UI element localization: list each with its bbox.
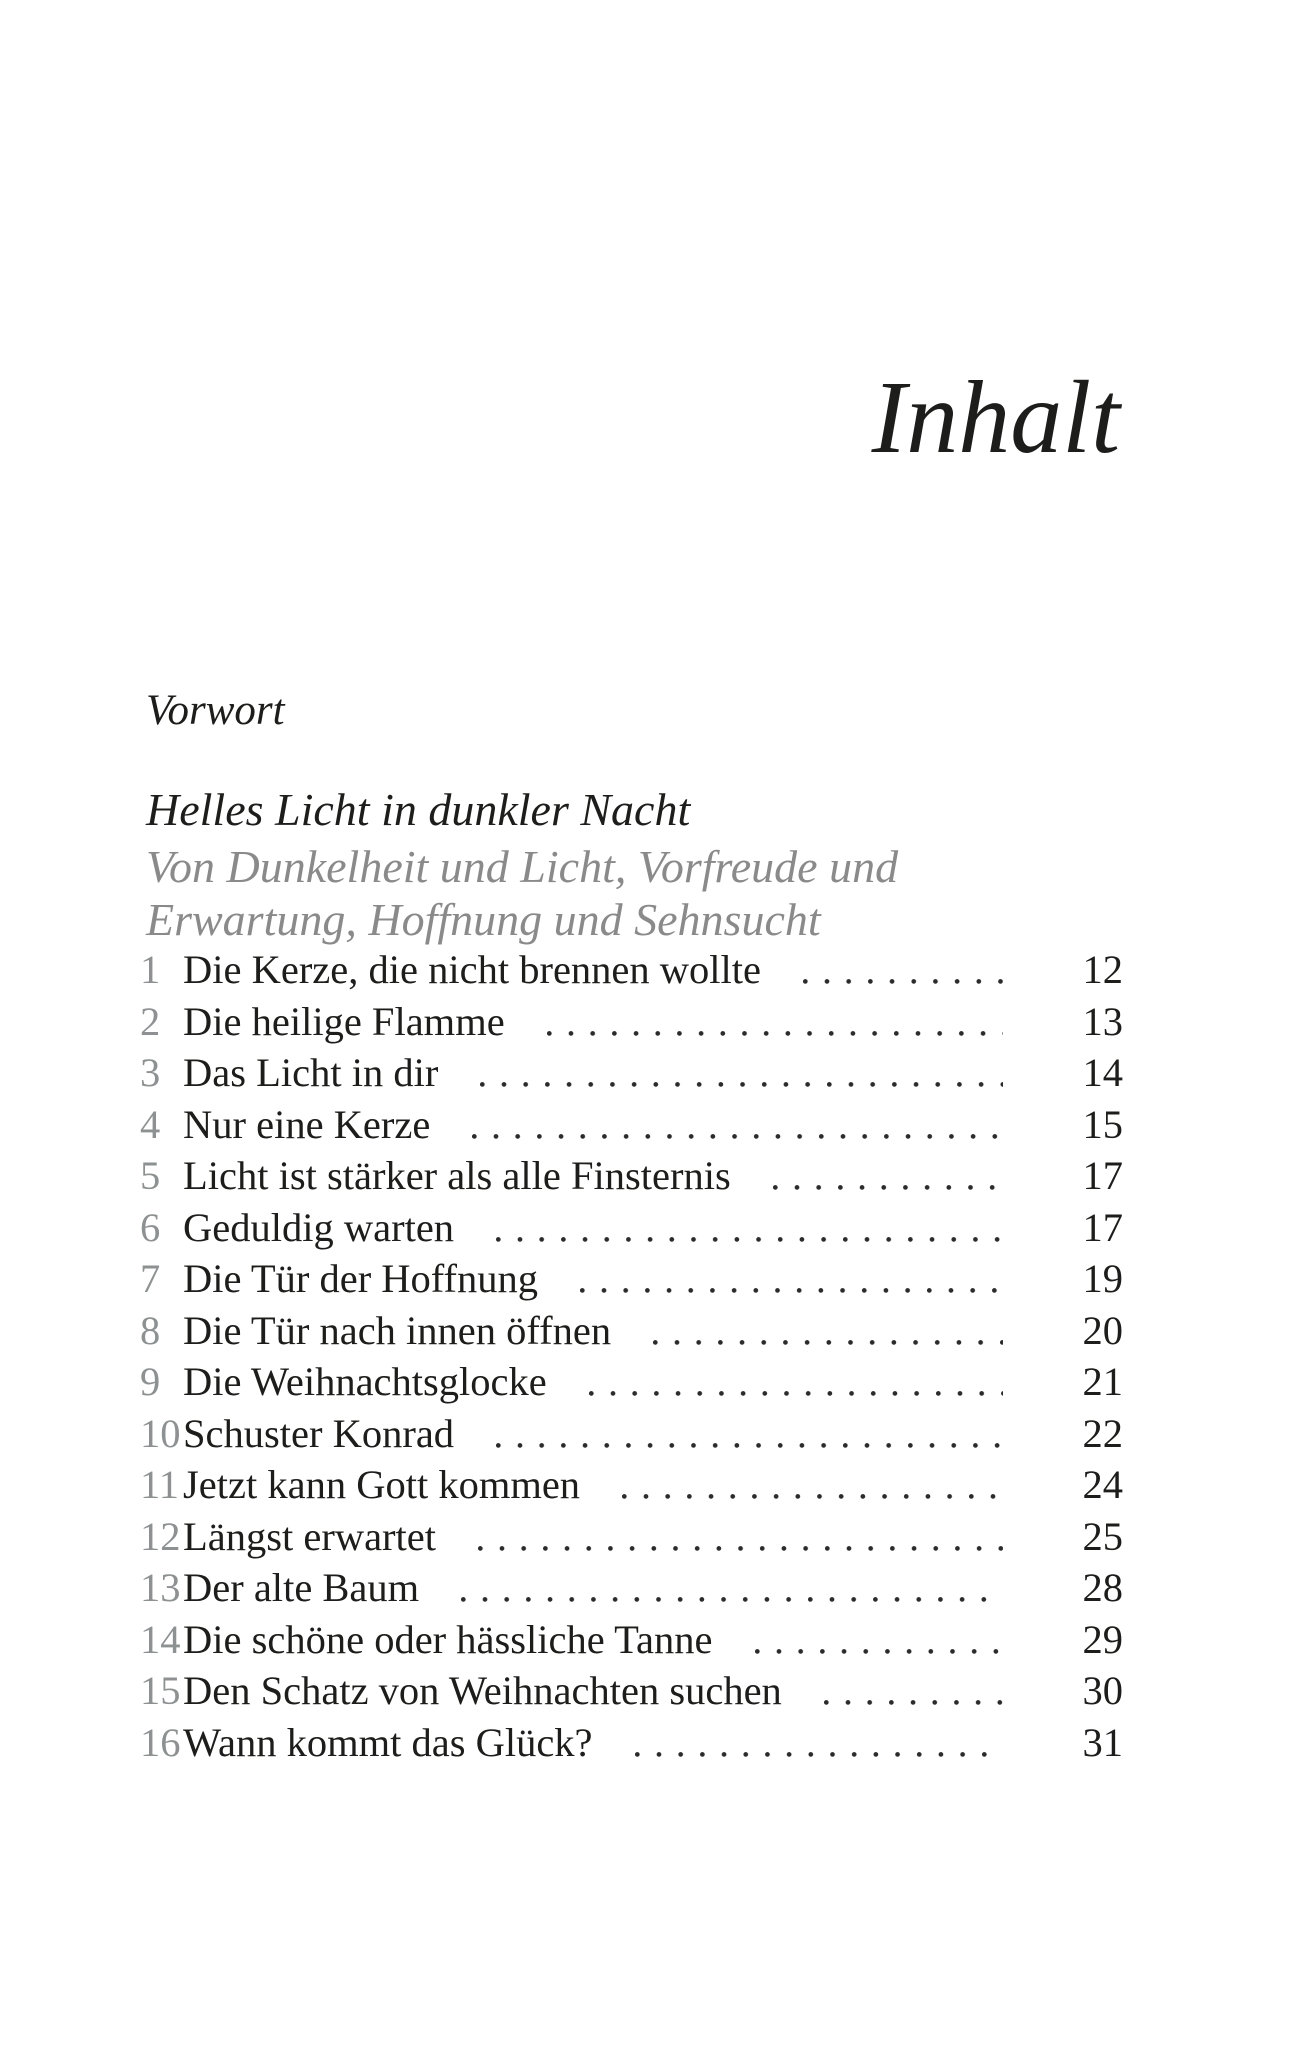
chapter-number: 14 [140, 1616, 181, 1662]
toc-entry [140, 1717, 1123, 1769]
chapter-number: 2 [140, 998, 161, 1044]
chapter-title: Jetzt kann Gott kommen [183, 1462, 581, 1507]
page-number: 30 [1082, 1668, 1123, 1713]
chapter-number: 11 [140, 1462, 179, 1507]
toc-entry [140, 1665, 1123, 1717]
chapter-number: 7 [140, 1256, 161, 1301]
page-number: 21 [1082, 1359, 1123, 1404]
chapter-number: 1 [140, 947, 161, 992]
preface-heading: Vorwort [146, 687, 285, 734]
dot-leader [472, 1134, 1003, 1139]
chapter-number: 8 [140, 1307, 161, 1353]
dot-leader [478, 1546, 1003, 1551]
toc-entry [140, 1511, 1123, 1563]
section-subtitle-line-2: Erwartung, Hoffnung und Sehnsucht [146, 894, 821, 945]
chapter-number: 4 [140, 1101, 161, 1147]
page-number: 28 [1082, 1565, 1123, 1610]
chapter-number: 6 [140, 1204, 161, 1250]
dot-leader [496, 1237, 1003, 1242]
dot-leader [803, 979, 1003, 984]
dot-leader [635, 1752, 1003, 1757]
chapter-number: 3 [140, 1050, 161, 1095]
chapter-number: 5 [140, 1153, 161, 1198]
dot-leader [480, 1082, 1003, 1087]
chapter-title: Längst erwartet [183, 1513, 437, 1559]
dot-leader [547, 1031, 1003, 1036]
page-number: 29 [1082, 1616, 1123, 1662]
page-number: 17 [1082, 1204, 1123, 1250]
chapter-title: Das Licht in dir [183, 1050, 439, 1095]
section-heading: Helles Licht in dunkler Nacht [146, 784, 691, 835]
dot-leader [461, 1597, 1003, 1602]
toc-entry [140, 1356, 1123, 1408]
chapter-title: Wann kommt das Glück? [183, 1719, 593, 1765]
toc-entry [140, 1305, 1123, 1357]
toc-entry [140, 1459, 1123, 1511]
dot-leader [653, 1340, 1003, 1345]
page-number: 20 [1082, 1307, 1123, 1353]
chapter-number: 15 [140, 1668, 181, 1713]
page-title: Inhalt [871, 360, 1120, 475]
page-number: 14 [1082, 1050, 1123, 1095]
chapter-title: Licht ist stärker als alle Finsternis [183, 1153, 731, 1198]
chapter-number: 13 [140, 1565, 181, 1610]
toc-entry [140, 1253, 1123, 1305]
page-number: 25 [1082, 1513, 1123, 1559]
page-number: 19 [1082, 1256, 1123, 1301]
toc-entry [140, 1047, 1123, 1099]
toc-entry [140, 944, 1123, 996]
toc-entry [140, 1408, 1123, 1460]
page-number: 24 [1082, 1462, 1123, 1507]
chapter-title: Die Tür nach innen öffnen [183, 1307, 612, 1353]
toc-entry [140, 1562, 1123, 1614]
section-subtitle [146, 840, 898, 946]
page-number: 17 [1082, 1153, 1123, 1198]
page-number: 13 [1082, 998, 1123, 1044]
dot-leader [773, 1185, 1003, 1190]
section-subtitle-line-1: Von Dunkelheit und Licht, Vorfreude und [146, 841, 899, 892]
chapter-title: Schuster Konrad [183, 1410, 455, 1456]
dot-leader [824, 1700, 1003, 1705]
dot-leader [755, 1649, 1004, 1654]
page-number: 12 [1082, 947, 1123, 992]
chapter-title: Die schöne oder hässliche Tanne [183, 1616, 713, 1662]
chapter-number: 16 [140, 1719, 181, 1765]
page-number: 31 [1082, 1719, 1123, 1765]
chapter-title: Die Tür der Hoffnung [183, 1256, 539, 1301]
toc-entry [140, 996, 1123, 1048]
chapter-title: Den Schatz von Weihnachten suchen [183, 1668, 782, 1713]
page-number: 22 [1082, 1410, 1123, 1456]
dot-leader [622, 1494, 1003, 1499]
toc-entry [140, 1099, 1123, 1151]
toc-entry [140, 1614, 1123, 1666]
chapter-number: 9 [140, 1359, 161, 1404]
chapter-number: 12 [140, 1513, 181, 1559]
dot-leader [496, 1443, 1003, 1448]
chapter-title: Der alte Baum [183, 1565, 420, 1610]
dot-leader [589, 1391, 1003, 1396]
chapter-title: Nur eine Kerze [183, 1101, 431, 1147]
dot-leader [580, 1288, 1003, 1293]
toc-list [140, 944, 1123, 1768]
chapter-title: Geduldig warten [183, 1204, 455, 1250]
chapter-title: Die Weihnachtsglocke [183, 1359, 547, 1404]
toc-entry [140, 1150, 1123, 1202]
toc-entry [140, 1202, 1123, 1254]
chapter-number: 10 [140, 1410, 181, 1456]
chapter-title: Die heilige Flamme [183, 998, 505, 1044]
page-number: 15 [1082, 1101, 1123, 1147]
chapter-title: Die Kerze, die nicht brennen wollte [183, 947, 762, 992]
